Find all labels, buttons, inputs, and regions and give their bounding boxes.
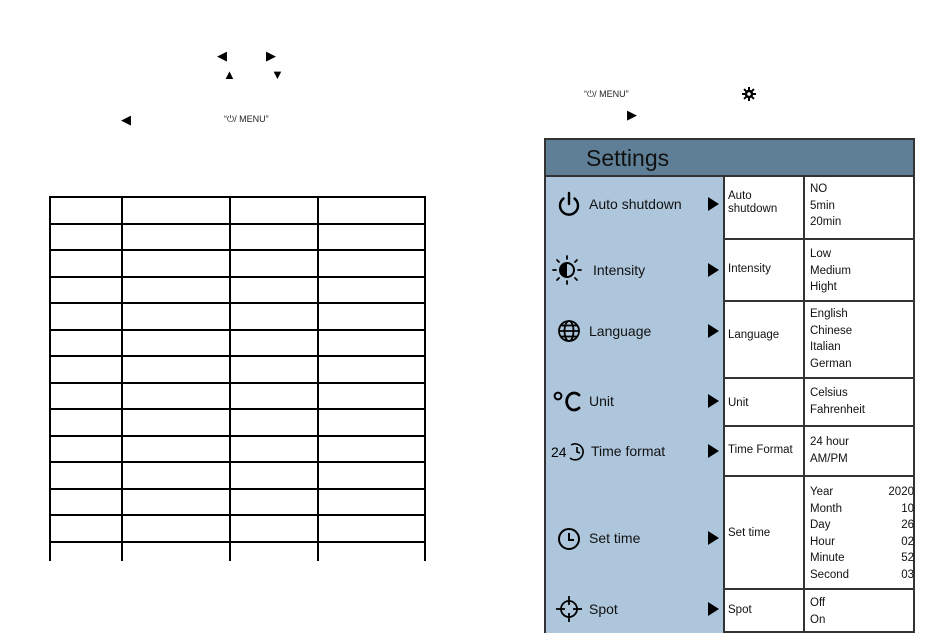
- time-field-value: 2020: [888, 486, 914, 498]
- option-item[interactable]: Low: [810, 248, 832, 260]
- table-row: [50, 383, 425, 410]
- table-row: [50, 489, 425, 516]
- time-field-second[interactable]: [810, 567, 914, 584]
- chevron-right-icon: [708, 444, 719, 458]
- crosshair-icon: [555, 594, 583, 624]
- submenu-label: Intensity: [728, 263, 771, 275]
- submenu-language[interactable]: [725, 300, 803, 377]
- table-row: [50, 515, 425, 542]
- table-row: [50, 436, 425, 463]
- time-field-day[interactable]: [810, 517, 914, 534]
- table-row: [50, 303, 425, 330]
- table-row: [50, 250, 425, 277]
- submenu-label: Time Format: [728, 444, 793, 456]
- time-field-value: 03: [901, 568, 914, 581]
- chevron-right-icon: [708, 602, 719, 616]
- menu-item-language[interactable]: [546, 316, 725, 346]
- options-spot: [803, 588, 915, 633]
- submenu-spot[interactable]: [725, 588, 803, 633]
- menu-item-spot[interactable]: [546, 594, 725, 624]
- options-unit: [803, 377, 915, 425]
- time-field-year[interactable]: [810, 484, 914, 501]
- menu-button-note-right: “⏻/ MENU”: [584, 89, 629, 99]
- time-field-label: Second: [810, 568, 850, 581]
- up-arrow-icon: ▲: [223, 67, 236, 82]
- menu-label-time-format: Time format: [591, 443, 666, 459]
- time-field-label: Month: [810, 502, 842, 515]
- menu-label-unit: Unit: [589, 393, 614, 409]
- table-row: [50, 542, 425, 561]
- clock-icon: [555, 523, 583, 553]
- options-auto-shutdown: [803, 177, 915, 238]
- menu-item-set-time[interactable]: [546, 523, 725, 553]
- submenu-label: Unit: [728, 397, 749, 409]
- left-arrow-icon: ◀: [217, 48, 227, 63]
- option-item[interactable]: Celsius: [810, 387, 848, 399]
- menu-label-spot: Spot: [589, 601, 618, 617]
- option-item[interactable]: English: [810, 308, 848, 320]
- option-item[interactable]: Italian: [810, 341, 841, 353]
- time-field-value: 10: [901, 502, 914, 515]
- option-item[interactable]: Off: [810, 597, 826, 609]
- options-language: [803, 300, 915, 377]
- time-format-icon-text: 24: [551, 444, 567, 460]
- time-field-label: Hour: [810, 535, 835, 548]
- option-item[interactable]: Hight: [810, 281, 837, 293]
- time-field-label: Minute: [810, 552, 845, 564]
- right-arrow-icon: ▶: [266, 48, 276, 63]
- option-item[interactable]: 20min: [810, 216, 842, 228]
- table-row: [50, 462, 425, 489]
- menu-item-unit[interactable]: [546, 386, 725, 416]
- submenu-set-time[interactable]: [725, 475, 803, 588]
- menu-button-note: “⏻/ MENU”: [224, 114, 269, 124]
- menu-item-intensity[interactable]: [546, 255, 725, 285]
- time-field-label: Day: [810, 519, 831, 531]
- option-item[interactable]: 24 hour: [810, 436, 850, 448]
- settings-title: Settings: [586, 145, 670, 171]
- options-intensity: [803, 238, 915, 300]
- table-row: [50, 356, 425, 383]
- time-field-label: Year: [810, 486, 834, 498]
- submenu-label: Spot: [728, 604, 752, 616]
- table-row: [50, 409, 425, 436]
- submenu-time-format[interactable]: [725, 425, 803, 475]
- time-field-value: 02: [901, 535, 914, 548]
- settings-panel: [544, 138, 915, 633]
- table-row: [50, 277, 425, 304]
- option-item[interactable]: Chinese: [810, 324, 853, 337]
- options-set-time: [803, 475, 915, 588]
- chevron-right-icon: [708, 324, 719, 338]
- menu-item-auto-shutdown[interactable]: [546, 189, 725, 219]
- submenu-unit[interactable]: [725, 377, 803, 425]
- down-arrow-icon: ▼: [271, 67, 284, 82]
- empty-grid-table: [49, 196, 426, 561]
- time-field-value: 52: [901, 552, 914, 564]
- chevron-right-icon: [708, 531, 719, 545]
- menu-item-time-format[interactable]: [546, 436, 725, 466]
- gear-icon: [742, 87, 756, 106]
- menu-label-intensity: Intensity: [593, 262, 646, 278]
- submenu-label: Language: [728, 329, 780, 341]
- back-arrow-icon: ◀: [121, 112, 131, 127]
- chevron-right-icon: [708, 263, 719, 277]
- table-row: [50, 330, 425, 357]
- power-icon: [555, 189, 583, 219]
- settings-menu-column: [546, 177, 725, 633]
- option-item[interactable]: Fahrenheit: [810, 403, 865, 416]
- table-row: [50, 224, 425, 251]
- submenu-auto-shutdown[interactable]: [725, 177, 803, 238]
- globe-icon: [555, 316, 583, 346]
- time-field-month[interactable]: [810, 501, 914, 518]
- chevron-right-icon: [708, 394, 719, 408]
- right-arrow-icon-2: ▶: [627, 107, 637, 122]
- menu-label-set-time: Set time: [589, 530, 641, 546]
- celsius-icon: [552, 386, 584, 416]
- time-format-icon: [550, 436, 588, 466]
- submenu-label: Set time: [728, 527, 771, 539]
- option-item[interactable]: 5min: [810, 199, 835, 212]
- time-field-hour[interactable]: [810, 534, 914, 551]
- option-item[interactable]: German: [810, 357, 852, 370]
- settings-header: [546, 140, 913, 177]
- menu-label-language: Language: [589, 323, 652, 339]
- option-item[interactable]: NO: [810, 183, 828, 195]
- table-row: [50, 197, 425, 224]
- option-item[interactable]: AM/PM: [810, 452, 848, 465]
- submenu-label: Auto shutdown: [728, 190, 778, 215]
- option-item[interactable]: Medium: [810, 264, 851, 277]
- brightness-icon: [550, 255, 584, 285]
- options-time-format: [803, 425, 915, 475]
- option-item[interactable]: On: [810, 613, 826, 626]
- time-field-minute[interactable]: [810, 550, 914, 567]
- submenu-intensity[interactable]: [725, 238, 803, 300]
- chevron-right-icon: [708, 197, 719, 211]
- time-field-value: 26: [901, 519, 914, 531]
- menu-label-auto-shutdown: Auto shutdown: [589, 196, 682, 212]
